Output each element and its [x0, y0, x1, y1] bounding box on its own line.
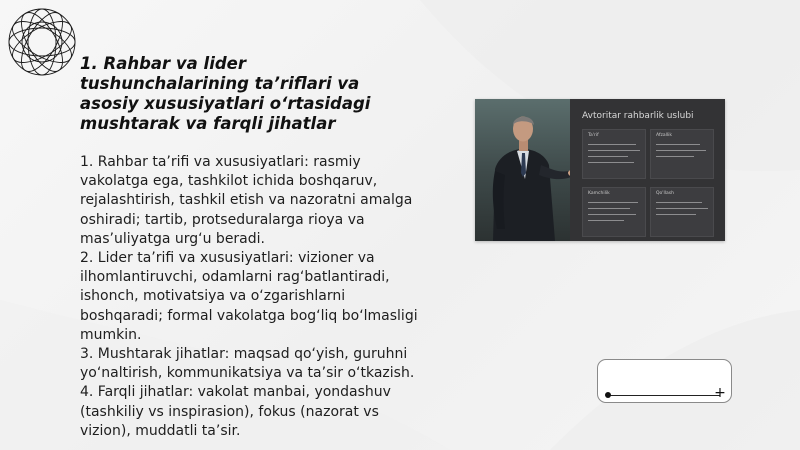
card-line	[588, 220, 624, 221]
card-line	[656, 214, 696, 215]
board-title: Avtoritar rahbarlik uslubi	[582, 111, 694, 121]
board-card-1	[582, 129, 646, 179]
board-card-4	[650, 187, 714, 237]
card-line	[656, 208, 708, 209]
card-line	[588, 208, 630, 209]
card-line	[588, 214, 636, 215]
presenter-figure	[475, 99, 585, 241]
body-point-4: 4. Farqli jihatlar: vakolat manbai, yondashuv (tashkiliy vs inspirasion), fokus (nazorat vs vizion), muddatli ta’sir.	[80, 384, 391, 439]
card-line	[588, 202, 638, 203]
board-card-heading: Afzallik	[656, 133, 672, 138]
card-line	[588, 150, 640, 151]
card-line	[656, 156, 694, 157]
board-card-heading: Kamchilik	[588, 191, 610, 196]
board-card-heading: Ta'rif	[588, 133, 599, 138]
slider-track[interactable]	[608, 395, 720, 396]
plus-icon[interactable]: +	[714, 385, 726, 401]
slider-widget[interactable]	[597, 359, 732, 403]
whiteboard-screen	[570, 99, 725, 241]
body-point-1: 1. Rahbar ta’rifi va xususiyatlari: rasmiy vakolatga ega, tashkilot ichida boshqaruv, rejalashtirish, tashkil etish va nazoratni amalga oshiradi; tartib, protseduralarga rioya va mas’uliyatga urg‘u beradi.	[80, 154, 413, 247]
card-line	[656, 144, 700, 145]
card-line	[656, 202, 702, 203]
ornament-rosette-icon	[4, 4, 80, 80]
body-point-3: 3. Mushtarak jihatlar: maqsad qo‘yish, guruhni yo‘naltirish, kommunikatsiya va ta’sir o‘tkazish.	[80, 346, 415, 382]
board-card-3	[582, 187, 646, 237]
card-line	[588, 156, 628, 157]
presentation-photo	[475, 99, 725, 241]
card-line	[588, 162, 634, 163]
body-point-2: 2. Lider ta’rifi va xususiyatlari: vizioner va ilhomlantiruvchi, odamlarni rag‘batlantiradi, ishonch, motivatsiya va o‘zgarishlarni boshqaradi; formal vakolatga bog‘liq bo‘lmasligi mumkin.	[80, 250, 418, 343]
slide-title: 1. Rahbar va lider tushunchalarining ta’riflari va asosiy xususiyatlari o‘rtasidagi mushtarak va farqli jihatlar	[80, 54, 371, 133]
slider-handle[interactable]	[605, 392, 611, 398]
board-card-2	[650, 129, 714, 179]
slide-body	[80, 153, 425, 450]
card-line	[656, 150, 706, 151]
card-line	[588, 144, 636, 145]
board-card-heading: Qo'llash	[656, 191, 674, 196]
